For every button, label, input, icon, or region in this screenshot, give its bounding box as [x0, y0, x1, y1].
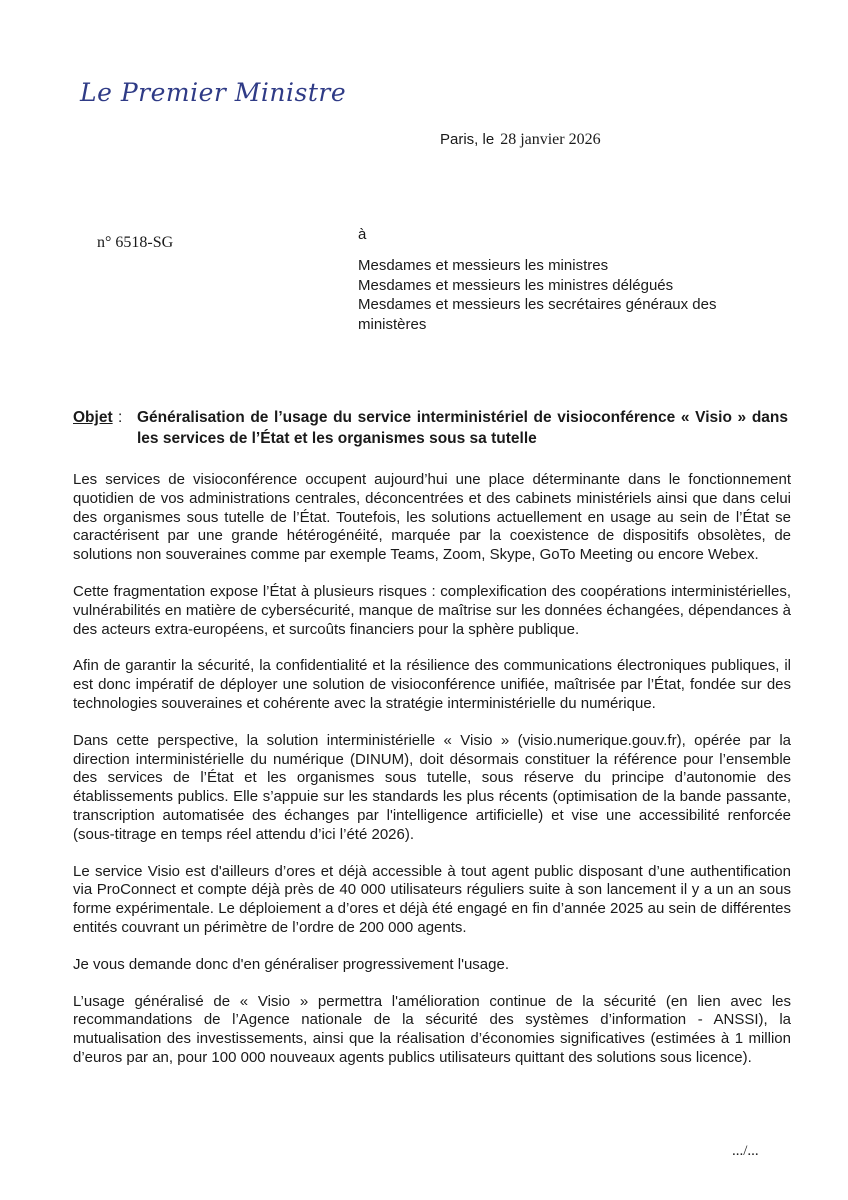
body-paragraph: Le service Visio est d'ailleurs d’ores et déjà accessible à tout agent public disposant d’une authentification via ProConnect et compte déjà près de 40 000 utilisateurs réguliers suite à son lancement il y a un an sous forme expérimentale. Le déploiement a d’ores et déjà été engagé en fin d’année 2025 au sein de différentes entités couvrant un périmètre de l’ordre de 200 000 agents.: [73, 862, 791, 936]
subject-label: Objet: [73, 409, 113, 426]
date-value: 28 janvier 2026: [500, 131, 601, 148]
recipients-to: à: [358, 226, 367, 243]
body-paragraph: Dans cette perspective, la solution interministérielle « Visio » (visio.numerique.gouv.fr), opérée par la direction interministérielle du numérique (DINUM), doit désormais constituer la référence pour l’ensemble des services de l’État et les organismes sous tutelle, sous réserve du principe d’autonomie des établissements publics. Elle s’appuie sur les standards les plus récents (optimisation de la bande passante, transcription automatisée des échanges par l'intelligence artificielle) et vise une accessibilité renforcée (sous-titrage en temps réel attendu d’ici l’été 2026).: [73, 731, 791, 843]
body-paragraph: Je vous demande donc d'en généraliser progressivement l'usage.: [73, 955, 509, 973]
reference-number: n° 6518-SG: [97, 234, 174, 251]
body-paragraph: Les services de visioconférence occupent aujourd’hui une place déterminante dans le fonctionnement quotidien de vos administrations centrales, déconcentrées et des cabinets ministériels ainsi que dans celui des organismes sous tutelle de l’État. Toutefois, les solutions actuellement en usage au sein de l’État se caractérisent par une grande hétérogénéité, marquée par la coexistence de dispositifs obsolètes, de solutions non souveraines comme par exemple Teams, Zoom, Skype, GoTo Meeting ou encore Webex.: [73, 471, 791, 564]
recipient-line: ministères: [358, 315, 427, 333]
recipient-line: Mesdames et messieurs les ministres: [358, 257, 609, 274]
recipient-line: Mesdames et messieurs les ministres délégués: [358, 276, 674, 294]
letter-body: [73, 471, 791, 1086]
date-line: [440, 131, 601, 149]
subject-colon: :: [118, 409, 123, 426]
body-paragraph: Afin de garantir la sécurité, la confidentialité et la résilience des communications électroniques publiques, il est donc impératif de déployer une solution de visioconférence unifiée, maîtrisée par l’État, fondée sur des technologies souveraines et cohérente avec la stratégie interministérielle du numérique.: [73, 657, 791, 712]
body-paragraph: Cette fragmentation expose l’État à plusieurs risques : complexification des coopérations interministérielles, vulnérabilités en matière de cybersécurité, manque de maîtrise sur les données échangées, dépendances à des acteurs extra-européens, et surcoûts financiers pour la sphère publique.: [73, 582, 791, 638]
date-prefix: Paris, le: [440, 131, 495, 148]
recipients-block: [358, 256, 717, 334]
recipient-line: Mesdames et messieurs les secrétaires généraux des: [358, 296, 717, 313]
subject-block: [73, 407, 788, 449]
subject-text: Généralisation de l’usage du service interministériel de visioconférence « Visio » dans les services de l’État et les organismes sous sa tutelle: [137, 409, 788, 447]
continuation-mark: .../...: [732, 1143, 759, 1159]
body-paragraph: L’usage généralisé de « Visio » permettra l'amélioration continue de la sécurité (en lien avec les recommandations de l’Agence nationale de la sécurité des systèmes d’information - ANSSI), la mutualisation des investissements, ainsi que la réalisation d’économies significatives (estimées à 1 million d’euros par an, pour 100 000 nouveaux agents publics utilisateurs quittant des solutions sous licence).: [73, 992, 791, 1066]
letterhead: Le Premier Ministre: [80, 78, 347, 107]
